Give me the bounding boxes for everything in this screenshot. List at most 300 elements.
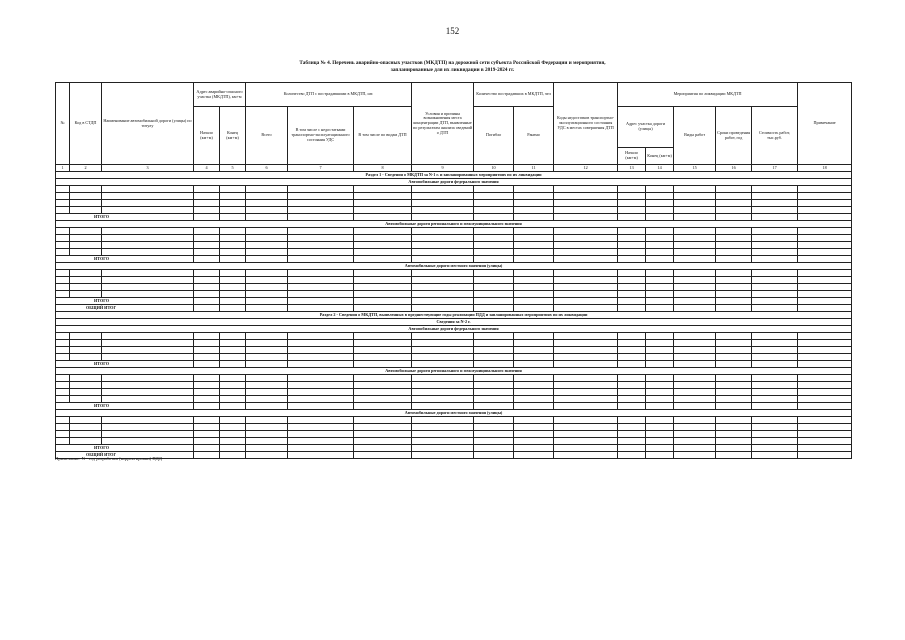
table-cell xyxy=(798,396,852,403)
table-cell xyxy=(56,375,70,382)
table-cell xyxy=(354,270,412,277)
table-cell xyxy=(474,403,514,410)
table-cell xyxy=(246,305,288,312)
table-cell xyxy=(618,333,646,340)
table-cell xyxy=(618,242,646,249)
table-cell xyxy=(220,452,246,459)
table-cell xyxy=(752,340,798,347)
table-cell xyxy=(514,340,554,347)
table-cell xyxy=(646,291,674,298)
table-row xyxy=(56,277,852,284)
table-cell xyxy=(646,452,674,459)
table-cell xyxy=(288,298,354,305)
table-cell xyxy=(246,431,288,438)
table-cell xyxy=(514,249,554,256)
table-cell xyxy=(554,207,618,214)
table-cell xyxy=(514,242,554,249)
table-cell xyxy=(716,270,752,277)
table-cell xyxy=(646,305,674,312)
table-cell xyxy=(646,396,674,403)
table-cell xyxy=(514,347,554,354)
table-cell xyxy=(70,333,102,340)
road-federal-heading-label: Автомобильные дороги федерального значения xyxy=(56,326,852,333)
col-num: 14 xyxy=(646,165,674,172)
table-cell xyxy=(246,298,288,305)
table-cell xyxy=(618,235,646,242)
table-cell xyxy=(56,235,70,242)
table-cell xyxy=(56,424,70,431)
table-cell xyxy=(246,424,288,431)
header-no: № xyxy=(56,83,70,165)
table-row xyxy=(56,270,852,277)
table-cell xyxy=(102,431,194,438)
road-regional-heading-label: Автомобильные дороги регионального и межмуниципального значения xyxy=(56,368,852,375)
table-cell xyxy=(412,242,474,249)
col-num: 16 xyxy=(716,165,752,172)
table-cell xyxy=(412,193,474,200)
table-cell xyxy=(716,361,752,368)
table-cell xyxy=(354,298,412,305)
table-cell xyxy=(246,186,288,193)
table-cell xyxy=(474,305,514,312)
table-cell xyxy=(752,214,798,221)
total-row-label: ИТОГО xyxy=(56,403,194,410)
header-work-type: Виды работ xyxy=(674,107,716,165)
header-victims-group: Количество пострадавших в МКДТП, чел xyxy=(474,83,554,107)
table-cell xyxy=(246,396,288,403)
table-cell xyxy=(474,396,514,403)
col-num: 9 xyxy=(412,165,474,172)
table-cell xyxy=(70,382,102,389)
table-cell xyxy=(798,389,852,396)
table-cell xyxy=(194,214,220,221)
table-cell xyxy=(646,214,674,221)
table-cell xyxy=(798,207,852,214)
table-cell xyxy=(674,270,716,277)
table-row xyxy=(56,389,852,396)
table-cell xyxy=(102,438,194,445)
table-cell xyxy=(618,438,646,445)
table-cell xyxy=(354,431,412,438)
table-row xyxy=(56,235,852,242)
table-cell xyxy=(716,298,752,305)
table-cell xyxy=(674,340,716,347)
table-cell xyxy=(752,438,798,445)
table-cell xyxy=(674,298,716,305)
table-cell xyxy=(194,298,220,305)
table-cell xyxy=(618,277,646,284)
table-cell xyxy=(288,340,354,347)
table-cell xyxy=(194,354,220,361)
header-cost: Стоимость работ, тыс.руб. xyxy=(752,107,798,165)
table-cell xyxy=(194,249,220,256)
table-cell xyxy=(474,228,514,235)
table-cell xyxy=(674,417,716,424)
table-cell xyxy=(246,403,288,410)
table-cell xyxy=(412,214,474,221)
table-cell xyxy=(474,354,514,361)
table-cell xyxy=(102,396,194,403)
table-cell xyxy=(288,452,354,459)
table-cell xyxy=(646,284,674,291)
table-cell xyxy=(674,403,716,410)
table-cell xyxy=(474,291,514,298)
table-cell xyxy=(716,333,752,340)
table-cell xyxy=(716,256,752,263)
table-cell xyxy=(288,242,354,249)
table-cell xyxy=(716,396,752,403)
table-cell xyxy=(220,284,246,291)
table-cell xyxy=(246,347,288,354)
table-cell xyxy=(354,186,412,193)
table-cell xyxy=(474,298,514,305)
total-row xyxy=(56,403,852,410)
table-cell xyxy=(646,375,674,382)
total-row xyxy=(56,361,852,368)
table-cell xyxy=(220,438,246,445)
col-num: 11 xyxy=(514,165,554,172)
table-cell xyxy=(102,347,194,354)
table-cell xyxy=(412,207,474,214)
table-cell xyxy=(618,256,646,263)
table-cell xyxy=(474,249,514,256)
table-cell xyxy=(798,424,852,431)
table-cell xyxy=(752,382,798,389)
table-cell xyxy=(554,235,618,242)
table-cell xyxy=(798,354,852,361)
col-num: 6 xyxy=(246,165,288,172)
table-cell xyxy=(194,284,220,291)
table-cell xyxy=(56,340,70,347)
table-cell xyxy=(220,186,246,193)
table-cell xyxy=(412,305,474,312)
table-cell xyxy=(412,438,474,445)
table-cell xyxy=(752,249,798,256)
table-row xyxy=(56,193,852,200)
table-cell xyxy=(474,340,514,347)
table-cell xyxy=(646,431,674,438)
table-cell xyxy=(70,228,102,235)
table-cell xyxy=(246,270,288,277)
col-num: 10 xyxy=(474,165,514,172)
table-cell xyxy=(716,242,752,249)
table-cell xyxy=(514,424,554,431)
table-cell xyxy=(618,214,646,221)
table-cell xyxy=(220,228,246,235)
table-cell xyxy=(56,186,70,193)
table-cell xyxy=(474,333,514,340)
table-cell xyxy=(716,354,752,361)
table-cell xyxy=(646,200,674,207)
table-cell xyxy=(474,277,514,284)
table-cell xyxy=(412,249,474,256)
table-cell xyxy=(194,424,220,431)
table-cell xyxy=(220,291,246,298)
table-cell xyxy=(514,396,554,403)
table-cell xyxy=(102,417,194,424)
table-cell xyxy=(798,242,852,249)
table-cell xyxy=(220,431,246,438)
col-num: 18 xyxy=(798,165,852,172)
table-cell xyxy=(618,340,646,347)
table-cell xyxy=(646,424,674,431)
table-cell xyxy=(194,340,220,347)
table-cell xyxy=(646,347,674,354)
table-cell xyxy=(246,277,288,284)
table-cell xyxy=(554,256,618,263)
table-cell xyxy=(220,333,246,340)
table-row xyxy=(56,424,852,431)
table-cell xyxy=(554,396,618,403)
table-cell xyxy=(716,452,752,459)
table-cell xyxy=(288,214,354,221)
table-cell xyxy=(554,438,618,445)
table-cell xyxy=(220,235,246,242)
table-cell xyxy=(554,445,618,452)
table-cell xyxy=(288,347,354,354)
table-cell xyxy=(674,291,716,298)
table-cell xyxy=(220,361,246,368)
table-cell xyxy=(514,417,554,424)
header-measures-group: Мероприятия по ликвидации МКДТП xyxy=(618,83,798,107)
table-cell xyxy=(194,417,220,424)
table-cell xyxy=(220,256,246,263)
table-cell xyxy=(752,333,798,340)
table-cell xyxy=(354,284,412,291)
table-cell xyxy=(798,235,852,242)
table-cell xyxy=(56,193,70,200)
mkdtp-table xyxy=(55,82,852,459)
table-cell xyxy=(246,256,288,263)
table-cell xyxy=(474,424,514,431)
table-cell xyxy=(514,200,554,207)
table-cell xyxy=(798,249,852,256)
table-cell xyxy=(554,333,618,340)
table-cell xyxy=(412,452,474,459)
total-row-label: ИТОГО xyxy=(56,445,194,452)
table-cell xyxy=(674,424,716,431)
table-cell xyxy=(474,193,514,200)
table-cell xyxy=(288,256,354,263)
table-cell xyxy=(194,347,220,354)
table-cell xyxy=(474,438,514,445)
table-cell xyxy=(514,193,554,200)
table-cell xyxy=(618,298,646,305)
table-cell xyxy=(798,200,852,207)
table-cell xyxy=(354,445,412,452)
table-cell xyxy=(752,375,798,382)
table-cell xyxy=(354,375,412,382)
table-cell xyxy=(646,298,674,305)
table-cell xyxy=(194,256,220,263)
table-cell xyxy=(798,445,852,452)
table-cell xyxy=(70,375,102,382)
table-cell xyxy=(220,340,246,347)
road-local-heading xyxy=(56,263,852,270)
table-cell xyxy=(70,235,102,242)
table-cell xyxy=(514,403,554,410)
table-cell xyxy=(752,298,798,305)
table-cell xyxy=(554,347,618,354)
table-cell xyxy=(752,186,798,193)
table-row xyxy=(56,333,852,340)
table-cell xyxy=(220,242,246,249)
table-cell xyxy=(798,375,852,382)
table-cell xyxy=(354,200,412,207)
table-cell xyxy=(354,438,412,445)
table-cell xyxy=(674,235,716,242)
table-cell xyxy=(674,452,716,459)
table-cell xyxy=(752,305,798,312)
table-cell xyxy=(646,333,674,340)
table-cell xyxy=(674,396,716,403)
table-cell xyxy=(514,389,554,396)
table-cell xyxy=(288,389,354,396)
table-cell xyxy=(646,249,674,256)
table-cell xyxy=(798,361,852,368)
table-row xyxy=(56,284,852,291)
table-cell xyxy=(474,417,514,424)
table-cell xyxy=(194,207,220,214)
table-cell xyxy=(674,214,716,221)
table-cell xyxy=(412,256,474,263)
table-cell xyxy=(220,305,246,312)
table-cell xyxy=(220,270,246,277)
table-cell xyxy=(412,291,474,298)
table-cell xyxy=(220,396,246,403)
table-cell xyxy=(646,340,674,347)
table-cell xyxy=(798,256,852,263)
table-cell xyxy=(798,403,852,410)
table-cell xyxy=(102,284,194,291)
table-cell xyxy=(646,186,674,193)
table-cell xyxy=(674,242,716,249)
table-cell xyxy=(246,361,288,368)
table-cell xyxy=(618,424,646,431)
header-addr-start: Начало (км+м) xyxy=(194,107,220,165)
table-cell xyxy=(246,291,288,298)
table-cell xyxy=(246,445,288,452)
table-cell xyxy=(102,207,194,214)
table-cell xyxy=(514,354,554,361)
table-cell xyxy=(716,417,752,424)
table-cell xyxy=(70,270,102,277)
table-cell xyxy=(354,277,412,284)
table-cell xyxy=(514,270,554,277)
header-code: Код в СТДП xyxy=(70,83,102,165)
table-cell xyxy=(752,235,798,242)
table-cell xyxy=(514,305,554,312)
table-row xyxy=(56,228,852,235)
table-cell xyxy=(194,242,220,249)
table-cell xyxy=(354,242,412,249)
table-cell xyxy=(674,354,716,361)
col-num: 5 xyxy=(220,165,246,172)
table-cell xyxy=(56,242,70,249)
road-federal-heading-label: Автомобильные дороги федерального значения xyxy=(56,179,852,186)
table-cell xyxy=(220,417,246,424)
table-row xyxy=(56,186,852,193)
header-deadline: Сроки проведения работ, год xyxy=(716,107,752,165)
table-cell xyxy=(246,214,288,221)
table-cell xyxy=(288,200,354,207)
grand-total-row-label: ОБЩИЙ ИТОГ xyxy=(56,452,194,459)
table-cell xyxy=(194,333,220,340)
table-cell xyxy=(246,193,288,200)
table-cell xyxy=(56,284,70,291)
section-1-title-label: Раздел 1 - Сведения о МКДТП за N-1 г. и запланированных мероприятиях по их ликвидации xyxy=(56,172,852,179)
table-cell xyxy=(554,424,618,431)
table-cell xyxy=(70,193,102,200)
header-road-name: Наименование автомобильной дороги (улицы) по титулу xyxy=(102,83,194,165)
table-cell xyxy=(246,228,288,235)
table-cell xyxy=(246,389,288,396)
table-cell xyxy=(554,382,618,389)
section-2-title-label: Раздел 2 - Сведения о МКДТП, выявленных в предшествующие годы реализации ПДД и запланированных мероприятиях по их ликвидации xyxy=(56,312,852,319)
table-row xyxy=(56,438,852,445)
table-cell xyxy=(412,270,474,277)
total-row xyxy=(56,256,852,263)
table-cell xyxy=(288,249,354,256)
table-cell xyxy=(798,382,852,389)
col-num: 15 xyxy=(674,165,716,172)
table-cell xyxy=(70,438,102,445)
table-cell xyxy=(514,431,554,438)
table-cell xyxy=(246,452,288,459)
table-cell xyxy=(674,305,716,312)
table-row xyxy=(56,200,852,207)
table-cell xyxy=(412,284,474,291)
grand-total-row-label: ОБЩИЙ ИТОГ xyxy=(56,305,194,312)
table-cell xyxy=(102,340,194,347)
table-cell xyxy=(752,207,798,214)
table-cell xyxy=(798,214,852,221)
table-cell xyxy=(70,200,102,207)
table-cell xyxy=(674,228,716,235)
table-cell xyxy=(288,382,354,389)
header-addr-end: Конец (км+м) xyxy=(220,107,246,165)
table-cell xyxy=(220,193,246,200)
table-cell xyxy=(618,417,646,424)
table-cell xyxy=(220,277,246,284)
table-cell xyxy=(618,207,646,214)
table-cell xyxy=(354,228,412,235)
table-row xyxy=(56,291,852,298)
table-cell xyxy=(554,291,618,298)
table-cell xyxy=(70,389,102,396)
table-cell xyxy=(716,249,752,256)
table-cell xyxy=(246,382,288,389)
table-cell xyxy=(646,242,674,249)
table-cell xyxy=(56,396,70,403)
table-cell xyxy=(102,249,194,256)
section-2-subtitle xyxy=(56,319,852,326)
table-cell xyxy=(716,235,752,242)
table-row xyxy=(56,382,852,389)
table-cell xyxy=(194,305,220,312)
table-cell xyxy=(514,235,554,242)
total-row-label: ИТОГО xyxy=(56,256,194,263)
table-cell xyxy=(194,431,220,438)
table-cell xyxy=(354,207,412,214)
table-cell xyxy=(554,284,618,291)
table-cell xyxy=(514,291,554,298)
table-cell xyxy=(194,452,220,459)
col-num: 13 xyxy=(618,165,646,172)
table-cell xyxy=(246,249,288,256)
table-cell xyxy=(474,207,514,214)
table-cell xyxy=(194,193,220,200)
